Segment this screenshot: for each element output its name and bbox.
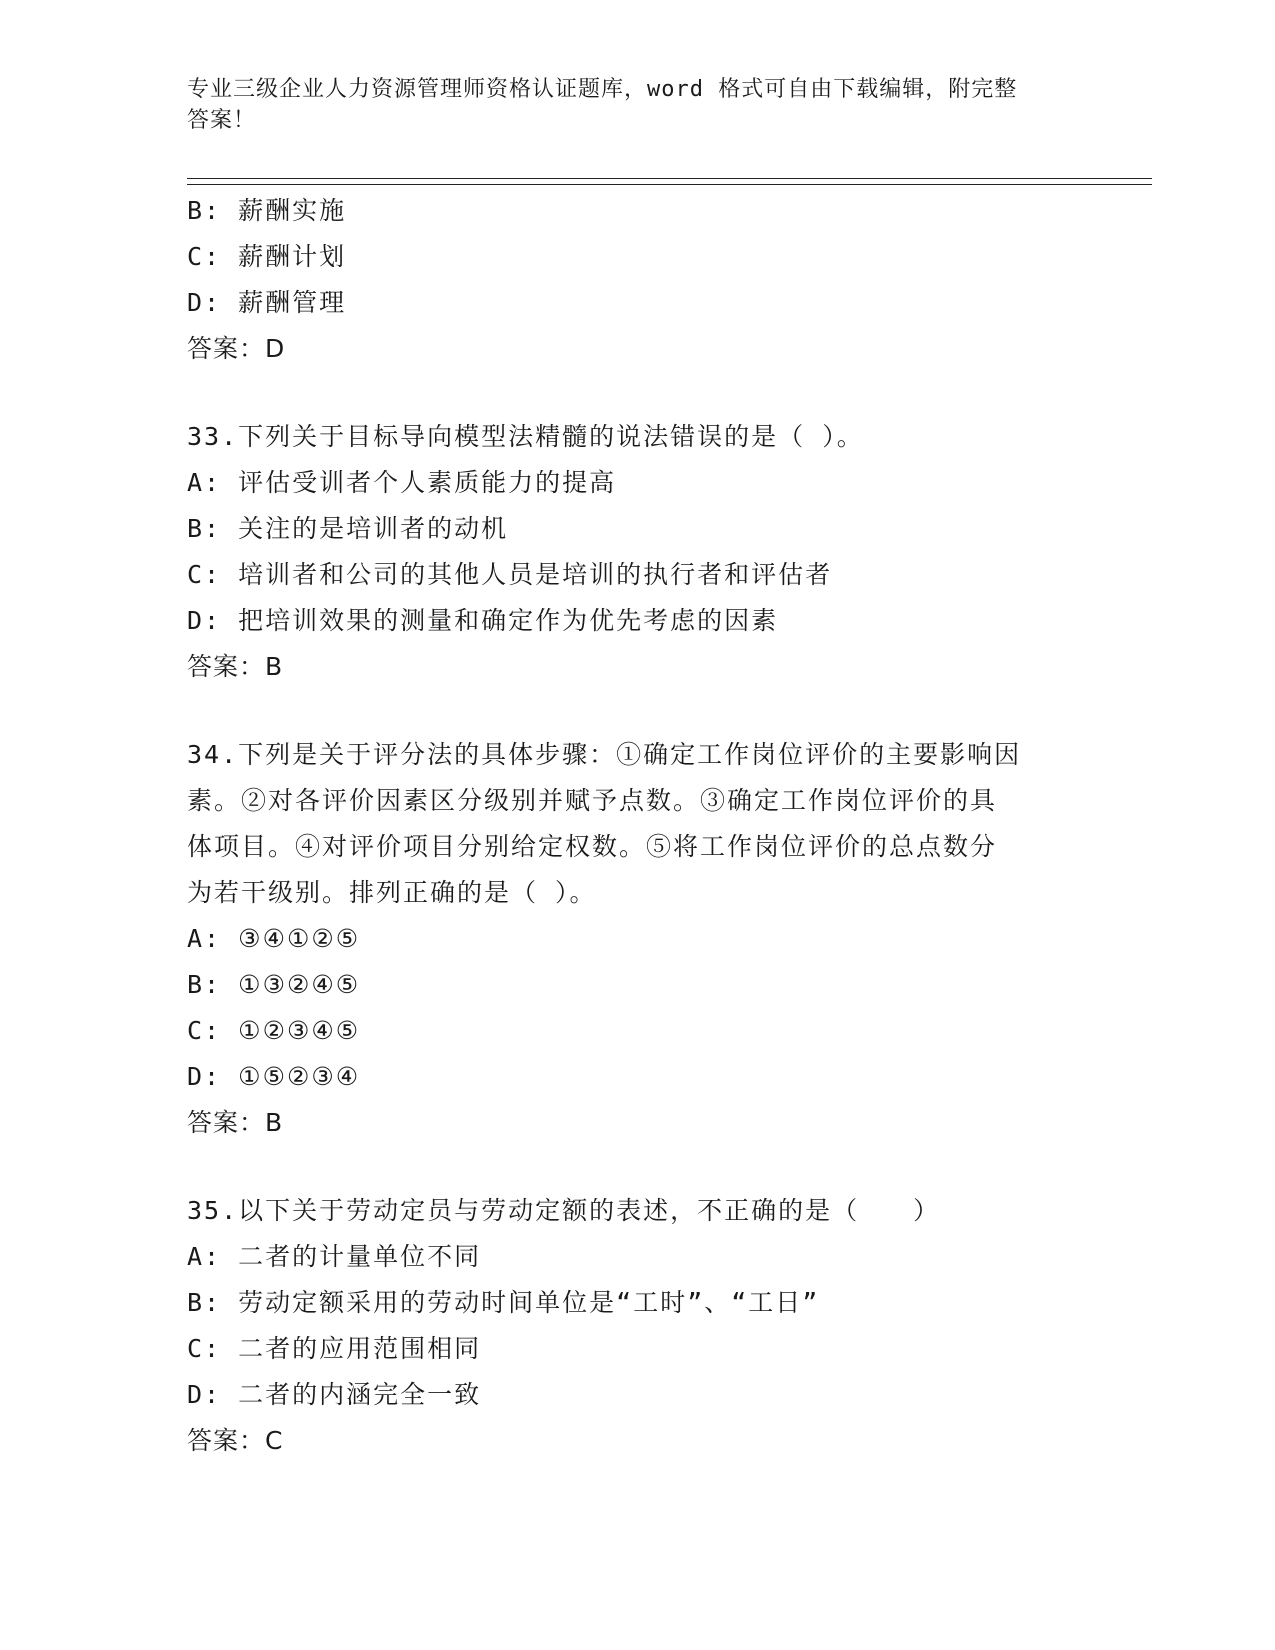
question-stem: 33.下列关于目标导向模型法精髓的说法错误的是（ ）。 <box>187 422 864 451</box>
question-block <box>187 414 1087 690</box>
option-b: B: 薪酬实施 <box>187 196 347 225</box>
header-double-rule <box>187 178 1152 185</box>
question-stem-line: 素。②对各评价因素区分级别并赋予点数。③确定工作岗位评价的具 <box>187 786 998 815</box>
question-block <box>187 732 1087 1146</box>
option-d: D: 薪酬管理 <box>187 288 347 317</box>
option-b: B: 劳动定额采用的劳动时间单位是“工时”、“工日” <box>187 1288 820 1317</box>
answer-line: 答案：C <box>187 1426 284 1455</box>
question-list <box>187 188 1087 1464</box>
option-b: B: ①③②④⑤ <box>187 970 361 999</box>
question-stem: 35.以下关于劳动定员与劳动定额的表述，不正确的是（ ） <box>187 1196 941 1225</box>
option-b: B: 关注的是培训者的动机 <box>187 514 509 543</box>
header-line-2: 答案！ <box>187 108 257 133</box>
document-header <box>187 74 1077 136</box>
answer-line: 答案：B <box>187 652 284 681</box>
question-block <box>187 188 1087 372</box>
answer-line: 答案：B <box>187 1108 284 1137</box>
option-d: D: 把培训效果的测量和确定作为优先考虑的因素 <box>187 606 779 635</box>
question-stem-line: 为若干级别。排列正确的是（ ）。 <box>187 878 597 907</box>
option-d: D: 二者的内涵完全一致 <box>187 1380 482 1409</box>
header-line-1: 专业三级企业人力资源管理师资格认证题库，word 格式可自由下载编辑，附完整 <box>187 77 1018 102</box>
option-c: C: ①②③④⑤ <box>187 1016 361 1045</box>
question-stem-line: 体项目。④对评价项目分别给定权数。⑤将工作岗位评价的总点数分 <box>187 832 998 861</box>
option-a: A: 评估受训者个人素质能力的提高 <box>187 468 617 497</box>
question-block <box>187 1188 1087 1464</box>
option-a: A: 二者的计量单位不同 <box>187 1242 482 1271</box>
option-c: C: 培训者和公司的其他人员是培训的执行者和评估者 <box>187 560 833 589</box>
option-c: C: 二者的应用范围相同 <box>187 1334 482 1363</box>
question-stem-line: 34.下列是关于评分法的具体步骤：①确定工作岗位评价的主要影响因 <box>187 740 1022 769</box>
option-a: A: ③④①②⑤ <box>187 924 361 953</box>
answer-line: 答案：D <box>187 334 286 363</box>
option-d: D: ①⑤②③④ <box>187 1062 361 1091</box>
option-c: C: 薪酬计划 <box>187 242 347 271</box>
